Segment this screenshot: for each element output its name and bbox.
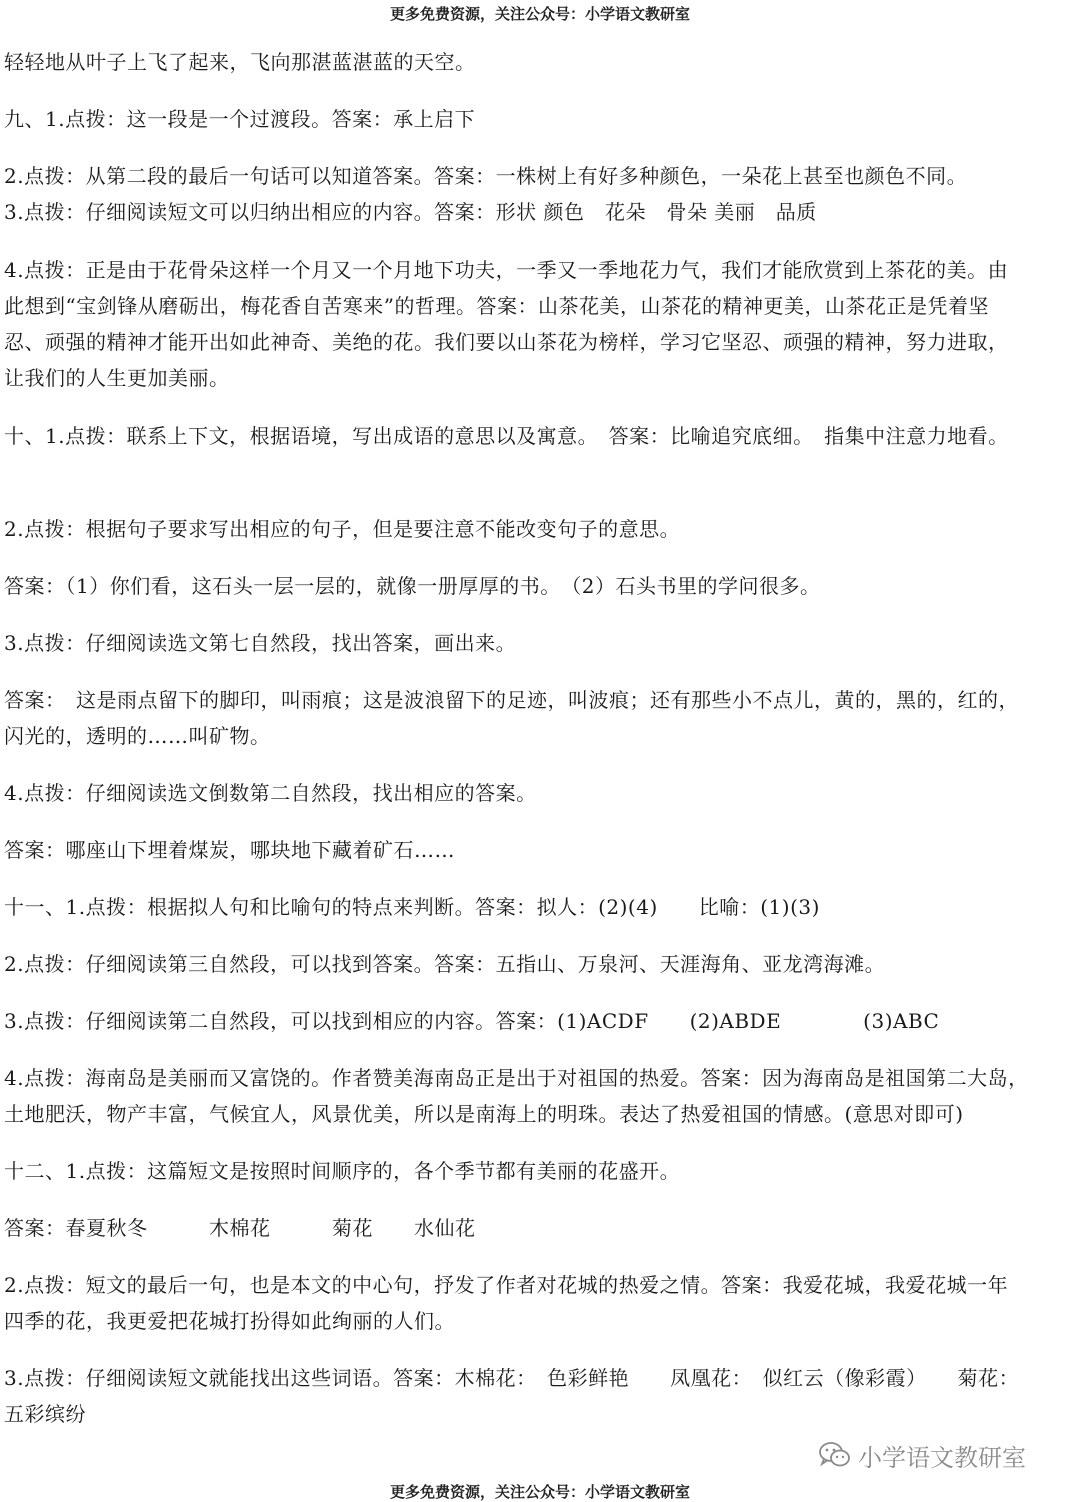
text-line: 九、1.点拨：这一段是一个过渡段。答案：承上启下 <box>4 107 476 131</box>
text-line: 答案：哪座山下埋着煤炭，哪块地下藏着矿石…… <box>4 838 455 862</box>
text-line: 答案： 这是雨点留下的脚印，叫雨痕；这是波浪留下的足迹，叫波痕；还有那些小不点儿，黄的，黑的，红的， <box>4 688 1019 712</box>
page-footer: 更多免费资源，关注公众号：小学语文教研室 <box>389 1483 690 1501</box>
text-line: 2.点拨：从第二段的最后一句话可以知道答案。答案：一株树上有好多种颜色，一朵花上甚至也颜色不同。 <box>4 164 968 188</box>
page-header: 更多免费资源，关注公众号：小学语文教研室 <box>389 5 690 23</box>
text-line: 4.点拨：海南岛是美丽而又富饶的。作者赞美海南岛正是出于对祖国的热爱。答案：因为海南岛是祖国第二大岛， <box>4 1066 1029 1090</box>
text-line: 闪光的，透明的……叫矿物。 <box>4 724 271 748</box>
text-line: 土地肥沃，物产丰富，气候宜人，风景优美，所以是南海上的明珠。表达了热爱祖国的情感。(意思对即可) <box>4 1102 964 1126</box>
text-line: 答案：春夏秋冬 木棉花 菊花 水仙花 <box>4 1216 476 1240</box>
text-line: 轻轻地从叶子上飞了起来，飞向那湛蓝湛蓝的天空。 <box>4 50 476 74</box>
text-line: 十、1.点拨：联系上下文，根据语境，写出成语的意思以及寓意。 答案：比喻追究底细。 指集中注意力地看。 <box>4 424 1009 448</box>
text-line: 五彩缤纷 <box>4 1402 86 1426</box>
watermark-text: 小学语文教研室 <box>858 1443 1026 1472</box>
text-line: 此想到“宝剑锋从磨砺出，梅花香自苦寒来”的哲理。答案：山茶花美，山茶花的精神更美，山茶花正是凭着坚 <box>4 294 989 318</box>
text-line: 忍、顽强的精神才能开出如此神奇、美绝的花。我们要以山茶花为榜样，学习它坚忍、顽强的精神，努力进取， <box>4 330 1009 354</box>
text-line: 十一、1.点拨：根据拟人句和比喻句的特点来判断。答案：拟人：(2)(4) 比喻：(1)(3) <box>4 895 820 919</box>
text-line: 3.点拨：仔细阅读选文第七自然段，找出答案，画出来。 <box>4 631 517 655</box>
text-line: 四季的花，我更爱把花城打扮得如此绚丽的人们。 <box>4 1309 455 1333</box>
text-line: 3.点拨：仔细阅读短文就能找出这些词语。答案：木棉花： 色彩鲜艳 凤凰花： 似红云（像彩霞） 菊花： <box>4 1366 1020 1390</box>
text-line: 4.点拨：仔细阅读选文倒数第二自然段，找出相应的答案。 <box>4 781 537 805</box>
watermark <box>818 1437 1026 1473</box>
text-line: 2.点拨：短文的最后一句，也是本文的中心句，抒发了作者对花城的热爱之情。答案：我爱花城，我爱花城一年 <box>4 1273 1009 1297</box>
text-line: 3.点拨：仔细阅读短文可以归纳出相应的内容。答案：形状 颜色 花朵 骨朵 美丽 品质 <box>4 200 817 224</box>
text-line: 答案：（1）你们看，这石头一层一层的，就像一册厚厚的书。 （2）石头书里的学问很多。 <box>4 574 821 598</box>
wechat-icon <box>818 1440 852 1470</box>
text-line: 2.点拨：根据句子要求写出相应的句子，但是要注意不能改变句子的意思。 <box>4 517 681 541</box>
text-line: 让我们的人生更加美丽。 <box>4 366 230 390</box>
text-line: 2.点拨：仔细阅读第三自然段，可以找到答案。答案：五指山、万泉河、天涯海角、亚龙湾海滩。 <box>4 952 886 976</box>
text-line: 3.点拨：仔细阅读第二自然段，可以找到相应的内容。答案：(1)ACDF (2)ABDE (3)ABC <box>4 1009 940 1033</box>
text-line: 4.点拨：正是由于花骨朵这样一个月又一个月地下功夫，一季又一季地花力气，我们才能欣赏到上茶花的美。由 <box>4 258 1009 282</box>
text-line: 十二、1.点拨：这篇短文是按照时间顺序的，各个季节都有美丽的花盛开。 <box>4 1159 681 1183</box>
